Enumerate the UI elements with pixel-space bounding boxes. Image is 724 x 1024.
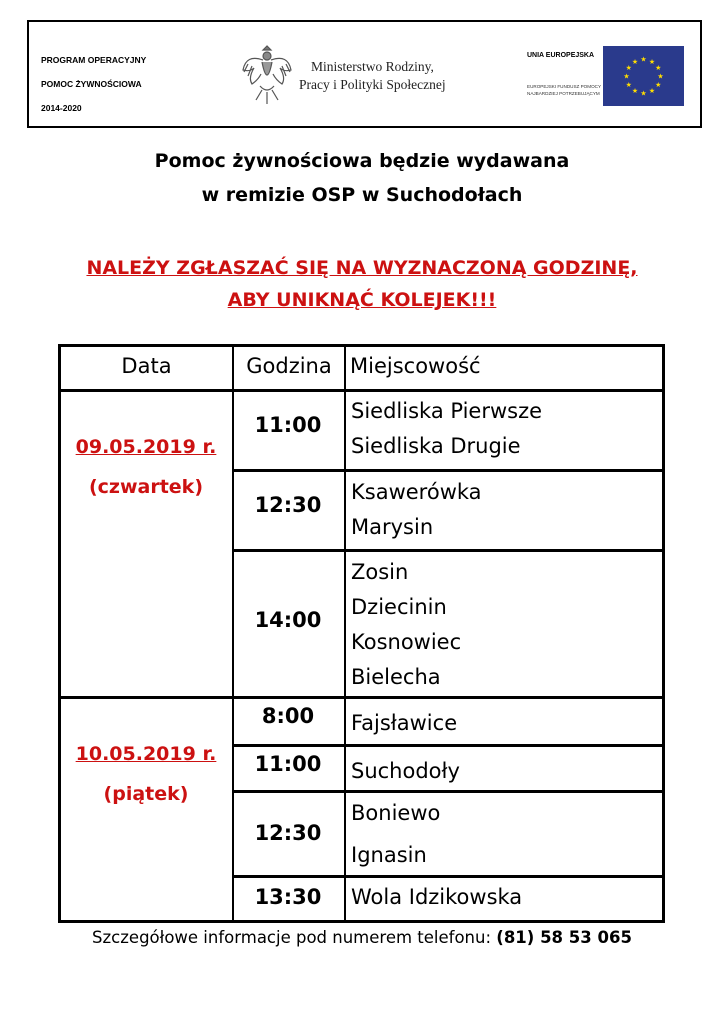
program-line: PROGRAM OPERACYJNY [41, 55, 147, 65]
eu-fund-line: EUROPEJSKI FUNDUSZ POMOCY [527, 84, 602, 89]
place-cell [351, 706, 457, 741]
row-divider [232, 790, 662, 793]
header-logos-box [27, 20, 702, 128]
weekday-label: (piątek) [103, 783, 189, 805]
place-name: Ignasin [351, 843, 427, 867]
place-cell [351, 394, 542, 464]
time-cell: 12:30 [254, 821, 322, 845]
eu-star-icon: ★ [631, 87, 639, 96]
header-time: Godzina [246, 354, 332, 378]
place-cell [351, 555, 461, 695]
ministry-name [299, 58, 446, 94]
place-name: Kosnowiec [351, 630, 462, 654]
place-cell [351, 880, 522, 915]
place-name: Zosin [351, 560, 409, 584]
polish-eagle-emblem-icon [240, 42, 294, 108]
place-cell [351, 792, 440, 876]
eu-star-icon: ★ [657, 72, 664, 81]
eu-star-icon: ★ [625, 64, 632, 72]
page-title [0, 144, 724, 212]
program-line: 2014-2020 [41, 103, 82, 113]
time-cell: 11:00 [254, 413, 322, 437]
date-label: 09.05.2019 r. [75, 436, 217, 458]
schedule-table [58, 344, 665, 923]
row-divider [232, 744, 662, 747]
header-place: Miejscowość [350, 354, 481, 378]
title-line: w remizie OSP w Suchodołach [201, 184, 523, 206]
eu-star-icon: ★ [655, 81, 662, 89]
day-divider [61, 696, 662, 699]
time-cell: 11:00 [254, 752, 322, 776]
place-name: Wola Idzikowska [351, 885, 523, 909]
eu-name: UNIA EUROPEJSKA [527, 52, 595, 59]
warning-line: ABY UNIKNĄĆ KOLEJEK!!! [227, 289, 497, 311]
place-name: Siedliska Pierwsze [351, 399, 543, 423]
eu-fund-name [527, 83, 601, 97]
place-name: Dziecinin [351, 595, 447, 619]
column-divider [344, 347, 346, 920]
place-cell [351, 475, 482, 545]
warning-notice [0, 252, 724, 316]
title-line: Pomoc żywnościowa będzie wydawana [154, 150, 570, 172]
eu-star-icon: ★ [625, 81, 632, 89]
time-cell: 8:00 [261, 704, 315, 728]
footer-text: Szczegółowe informacje pod numerem telefonu: [92, 928, 497, 947]
eu-star-icon: ★ [623, 72, 630, 81]
eu-star-icon: ★ [655, 64, 662, 72]
weekday-label: (czwartek) [88, 476, 204, 498]
warning-line: NALEŻY ZGŁASZAĆ SIĘ NA WYZNACZONĄ GODZINĘ, [86, 257, 638, 279]
eu-star-icon: ★ [640, 89, 647, 98]
day-date-cell [61, 734, 231, 814]
place-name: Ksawerówka [351, 480, 482, 504]
day-date-cell [61, 427, 231, 507]
header-divider [61, 389, 662, 392]
row-divider [232, 469, 662, 472]
phone-number: (81) 58 53 065 [496, 928, 632, 947]
footer-info [0, 926, 724, 950]
program-label [41, 48, 146, 120]
eu-star-icon: ★ [640, 55, 647, 64]
header-date: Data [121, 354, 172, 378]
program-line: POMOC ŻYWNOŚCIOWA [41, 79, 142, 89]
eu-fund-line: NAJBARDZIEJ POTRZEBUJĄCYM [527, 91, 600, 96]
ministry-line: Ministerstwo Rodziny, [311, 59, 434, 74]
eu-star-icon: ★ [648, 57, 656, 66]
place-cell [351, 754, 460, 789]
time-cell: 14:00 [254, 608, 322, 632]
row-divider [232, 875, 662, 878]
time-cell: 12:30 [254, 493, 322, 517]
time-cell: 13:30 [254, 885, 322, 909]
place-name: Marysin [351, 515, 434, 539]
ministry-line: Pracy i Polityki Społecznej [299, 77, 446, 92]
row-divider [232, 549, 662, 552]
eu-flag-icon [603, 46, 684, 106]
eu-label [527, 52, 601, 97]
place-name: Siedliska Drugie [351, 434, 521, 458]
place-name: Bielecha [351, 665, 441, 689]
eu-star-icon: ★ [631, 57, 639, 66]
place-name: Suchodoły [351, 759, 460, 783]
place-name: Fajsławice [351, 711, 458, 735]
date-label: 10.05.2019 r. [75, 743, 217, 765]
eu-star-icon: ★ [648, 87, 656, 96]
place-name: Boniewo [351, 801, 441, 825]
